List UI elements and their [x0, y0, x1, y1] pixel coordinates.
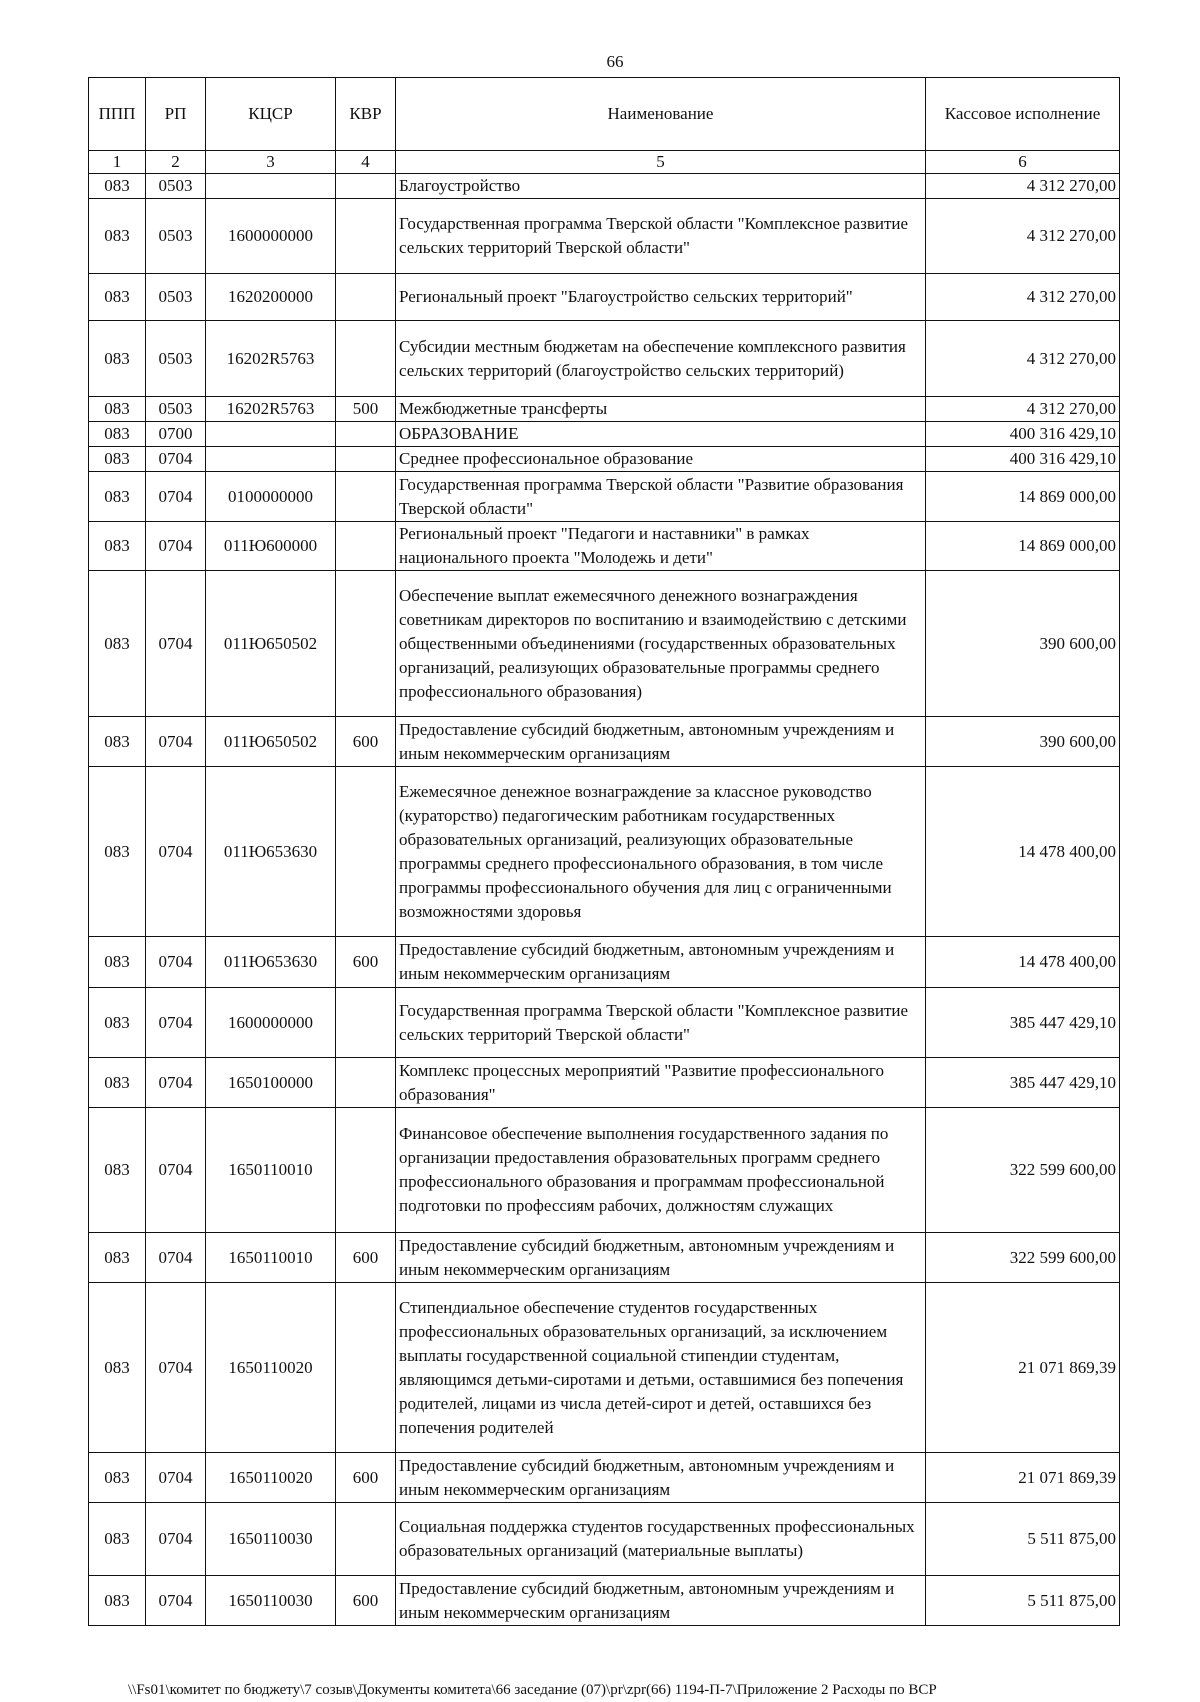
- cell-ppp: 083: [89, 199, 146, 274]
- cell-amount: 4 312 270,00: [926, 397, 1120, 422]
- cell-amount: 4 312 270,00: [926, 174, 1120, 199]
- cell-amount: 400 316 429,10: [926, 447, 1120, 472]
- header-rp: РП: [146, 78, 206, 151]
- cell-name: Обеспечение выплат ежемесячного денежного вознаграждения советникам директоров по воспитанию и взаимодействию с детскими общественными объединениями (государственных образовательных организаций, реализующих образовательные программы среднего профессионального образования): [396, 571, 926, 717]
- table-row: [89, 397, 1120, 422]
- cell-kcsr: 1650110030: [206, 1503, 336, 1576]
- cell-ppp: 083: [89, 767, 146, 937]
- cell-name: Предоставление субсидий бюджетным, автономным учреждениям и иным некоммерческим организациям: [396, 1576, 926, 1626]
- cell-kcsr: [206, 422, 336, 447]
- cell-amount: 4 312 270,00: [926, 321, 1120, 397]
- table-row: [89, 522, 1120, 571]
- cell-kvr: [336, 1503, 396, 1576]
- cell-ppp: 083: [89, 1233, 146, 1283]
- cell-rp: 0704: [146, 447, 206, 472]
- cell-ppp: 083: [89, 174, 146, 199]
- cell-rp: 0503: [146, 199, 206, 274]
- table-row: [89, 988, 1120, 1058]
- cell-rp: 0704: [146, 522, 206, 571]
- cell-rp: 0704: [146, 1576, 206, 1626]
- cell-rp: 0704: [146, 1453, 206, 1503]
- header-kvr: КВР: [336, 78, 396, 151]
- table-row: [89, 1503, 1120, 1576]
- cell-name: Предоставление субсидий бюджетным, автономным учреждениям и иным некоммерческим организациям: [396, 1233, 926, 1283]
- cell-ppp: 083: [89, 1283, 146, 1453]
- table-row: [89, 937, 1120, 988]
- cell-kvr: 600: [336, 1576, 396, 1626]
- table-row: [89, 1058, 1120, 1108]
- cell-kcsr: 1650110020: [206, 1453, 336, 1503]
- cell-amount: 5 511 875,00: [926, 1576, 1120, 1626]
- cell-amount: 322 599 600,00: [926, 1108, 1120, 1233]
- cell-kvr: 500: [336, 397, 396, 422]
- cell-amount: 5 511 875,00: [926, 1503, 1120, 1576]
- cell-name: Финансовое обеспечение выполнения государственного задания по организации предоставления образовательных программ среднего профессионального образования и программам профессиональной подготовки по профессиям рабочих, должностям служащих: [396, 1108, 926, 1233]
- column-number: 6: [926, 151, 1120, 174]
- cell-ppp: 083: [89, 472, 146, 522]
- cell-name: Предоставление субсидий бюджетным, автономным учреждениям и иным некоммерческим организациям: [396, 717, 926, 767]
- column-number: 2: [146, 151, 206, 174]
- cell-kcsr: 1600000000: [206, 199, 336, 274]
- cell-ppp: 083: [89, 274, 146, 321]
- column-number: 4: [336, 151, 396, 174]
- cell-ppp: 083: [89, 937, 146, 988]
- cell-ppp: 083: [89, 717, 146, 767]
- cell-name: Социальная поддержка студентов государственных профессиональных образовательных организаций (материальные выплаты): [396, 1503, 926, 1576]
- cell-rp: 0704: [146, 1058, 206, 1108]
- cell-kvr: [336, 321, 396, 397]
- table-row: [89, 174, 1120, 199]
- cell-amount: 21 071 869,39: [926, 1453, 1120, 1503]
- cell-ppp: 083: [89, 988, 146, 1058]
- cell-kvr: [336, 1283, 396, 1453]
- table-row: [89, 274, 1120, 321]
- cell-amount: 390 600,00: [926, 571, 1120, 717]
- cell-ppp: 083: [89, 422, 146, 447]
- cell-kvr: 600: [336, 1233, 396, 1283]
- cell-kcsr: 011Ю650502: [206, 717, 336, 767]
- cell-rp: 0503: [146, 397, 206, 422]
- cell-ppp: 083: [89, 321, 146, 397]
- cell-ppp: 083: [89, 522, 146, 571]
- column-number: 1: [89, 151, 146, 174]
- cell-kvr: [336, 1108, 396, 1233]
- cell-kvr: [336, 422, 396, 447]
- cell-ppp: 083: [89, 571, 146, 717]
- header-row: [89, 78, 1120, 151]
- cell-kcsr: 011Ю600000: [206, 522, 336, 571]
- cell-rp: 0503: [146, 174, 206, 199]
- cell-rp: 0704: [146, 1233, 206, 1283]
- cell-name: Межбюджетные трансферты: [396, 397, 926, 422]
- cell-kvr: 600: [336, 1453, 396, 1503]
- cell-amount: 14 869 000,00: [926, 472, 1120, 522]
- cell-kvr: [336, 447, 396, 472]
- cell-name: Региональный проект "Педагоги и наставники" в рамках национального проекта "Молодежь и дети": [396, 522, 926, 571]
- cell-name: Предоставление субсидий бюджетным, автономным учреждениям и иным некоммерческим организациям: [396, 1453, 926, 1503]
- cell-amount: 390 600,00: [926, 717, 1120, 767]
- table-row: [89, 717, 1120, 767]
- cell-amount: 4 312 270,00: [926, 199, 1120, 274]
- cell-amount: 14 478 400,00: [926, 937, 1120, 988]
- cell-kvr: [336, 199, 396, 274]
- cell-amount: 14 478 400,00: [926, 767, 1120, 937]
- cell-kcsr: 011Ю653630: [206, 937, 336, 988]
- cell-kcsr: 1650110020: [206, 1283, 336, 1453]
- cell-name: Государственная программа Тверской области "Комплексное развитие сельских территорий Тверской области": [396, 199, 926, 274]
- cell-name: Благоустройство: [396, 174, 926, 199]
- cell-kvr: [336, 767, 396, 937]
- cell-kvr: 600: [336, 717, 396, 767]
- cell-kcsr: [206, 447, 336, 472]
- cell-rp: 0704: [146, 1283, 206, 1453]
- cell-kvr: [336, 571, 396, 717]
- cell-kvr: 600: [336, 937, 396, 988]
- cell-kcsr: 1650110030: [206, 1576, 336, 1626]
- cell-amount: 385 447 429,10: [926, 1058, 1120, 1108]
- cell-amount: 21 071 869,39: [926, 1283, 1120, 1453]
- header-name: Наименование: [396, 78, 926, 151]
- cell-rp: 0503: [146, 274, 206, 321]
- cell-amount: 400 316 429,10: [926, 422, 1120, 447]
- cell-amount: 14 869 000,00: [926, 522, 1120, 571]
- cell-rp: 0704: [146, 1108, 206, 1233]
- cell-rp: 0704: [146, 988, 206, 1058]
- header-kcsr: КЦСР: [206, 78, 336, 151]
- cell-amount: 385 447 429,10: [926, 988, 1120, 1058]
- cell-kcsr: 1620200000: [206, 274, 336, 321]
- cell-kvr: [336, 274, 396, 321]
- cell-kvr: [336, 472, 396, 522]
- cell-ppp: 083: [89, 1503, 146, 1576]
- table-row: [89, 422, 1120, 447]
- cell-rp: 0704: [146, 1503, 206, 1576]
- header-amount: Кассовое исполнение: [926, 78, 1120, 151]
- footer-file-path: \\Fs01\комитет по бюджету\7 созыв\Документы комитета\66 заседание (07)\pr\zpr(66) 1194-П-7\Приложение 2 Расходы по ВСР: [128, 1682, 937, 1698]
- cell-amount: 322 599 600,00: [926, 1233, 1120, 1283]
- header-ppp: ППП: [89, 78, 146, 151]
- cell-kcsr: 1650100000: [206, 1058, 336, 1108]
- cell-name: Комплекс процессных мероприятий "Развитие профессионального образования": [396, 1058, 926, 1108]
- cell-name: Региональный проект "Благоустройство сельских территорий": [396, 274, 926, 321]
- cell-kvr: [336, 174, 396, 199]
- cell-ppp: 083: [89, 1576, 146, 1626]
- table-row: [89, 1108, 1120, 1233]
- cell-rp: 0704: [146, 472, 206, 522]
- cell-name: Предоставление субсидий бюджетным, автономным учреждениям и иным некоммерческим организациям: [396, 937, 926, 988]
- cell-kcsr: 011Ю650502: [206, 571, 336, 717]
- cell-name: Государственная программа Тверской области "Комплексное развитие сельских территорий Тверской области": [396, 988, 926, 1058]
- cell-name: Среднее профессиональное образование: [396, 447, 926, 472]
- cell-ppp: 083: [89, 1453, 146, 1503]
- cell-ppp: 083: [89, 397, 146, 422]
- cell-ppp: 083: [89, 447, 146, 472]
- cell-name: ОБРАЗОВАНИЕ: [396, 422, 926, 447]
- table-row: [89, 1453, 1120, 1503]
- cell-kvr: [336, 1058, 396, 1108]
- cell-kvr: [336, 522, 396, 571]
- budget-table: [88, 77, 1120, 1626]
- cell-kcsr: 0100000000: [206, 472, 336, 522]
- table-row: [89, 1233, 1120, 1283]
- column-number-row: [89, 151, 1120, 174]
- cell-ppp: 083: [89, 1058, 146, 1108]
- cell-rp: 0704: [146, 717, 206, 767]
- column-number: 5: [396, 151, 926, 174]
- table-body: [89, 174, 1120, 1626]
- cell-kcsr: 16202R5763: [206, 397, 336, 422]
- column-number: 3: [206, 151, 336, 174]
- cell-rp: 0704: [146, 571, 206, 717]
- cell-rp: 0503: [146, 321, 206, 397]
- table-row: [89, 447, 1120, 472]
- table-row: [89, 767, 1120, 937]
- cell-kcsr: [206, 174, 336, 199]
- cell-kcsr: 011Ю653630: [206, 767, 336, 937]
- table-row: [89, 321, 1120, 397]
- cell-name: Ежемесячное денежное вознаграждение за классное руководство (кураторство) педагогическим работникам государственных образовательных организаций, реализующих образовательные программы среднего профессионального образования, в том числе программы профессионального обучения для лиц с ограниченными возможностями здоровья: [396, 767, 926, 937]
- page-number: 66: [606, 52, 624, 71]
- cell-kvr: [336, 988, 396, 1058]
- cell-kcsr: 1650110010: [206, 1233, 336, 1283]
- cell-name: Субсидии местным бюджетам на обеспечение комплексного развития сельских территорий (благоустройство сельских территорий): [396, 321, 926, 397]
- cell-ppp: 083: [89, 1108, 146, 1233]
- table-row: [89, 199, 1120, 274]
- table-row: [89, 571, 1120, 717]
- cell-amount: 4 312 270,00: [926, 274, 1120, 321]
- cell-kcsr: 1600000000: [206, 988, 336, 1058]
- cell-name: Стипендиальное обеспечение студентов государственных профессиональных образовательных организаций, за исключением выплаты государственной социальной стипендии студентам, являющимся детьми-сиротами и детьми, оставшимися без попечения родителей, лицами из числа детей-сирот и детей, оставшихся без попечения родителей: [396, 1283, 926, 1453]
- cell-rp: 0700: [146, 422, 206, 447]
- cell-name: Государственная программа Тверской области "Развитие образования Тверской области": [396, 472, 926, 522]
- cell-rp: 0704: [146, 767, 206, 937]
- table-row: [89, 472, 1120, 522]
- table-row: [89, 1576, 1120, 1626]
- cell-kcsr: 16202R5763: [206, 321, 336, 397]
- table-row: [89, 1283, 1120, 1453]
- cell-kcsr: 1650110010: [206, 1108, 336, 1233]
- cell-rp: 0704: [146, 937, 206, 988]
